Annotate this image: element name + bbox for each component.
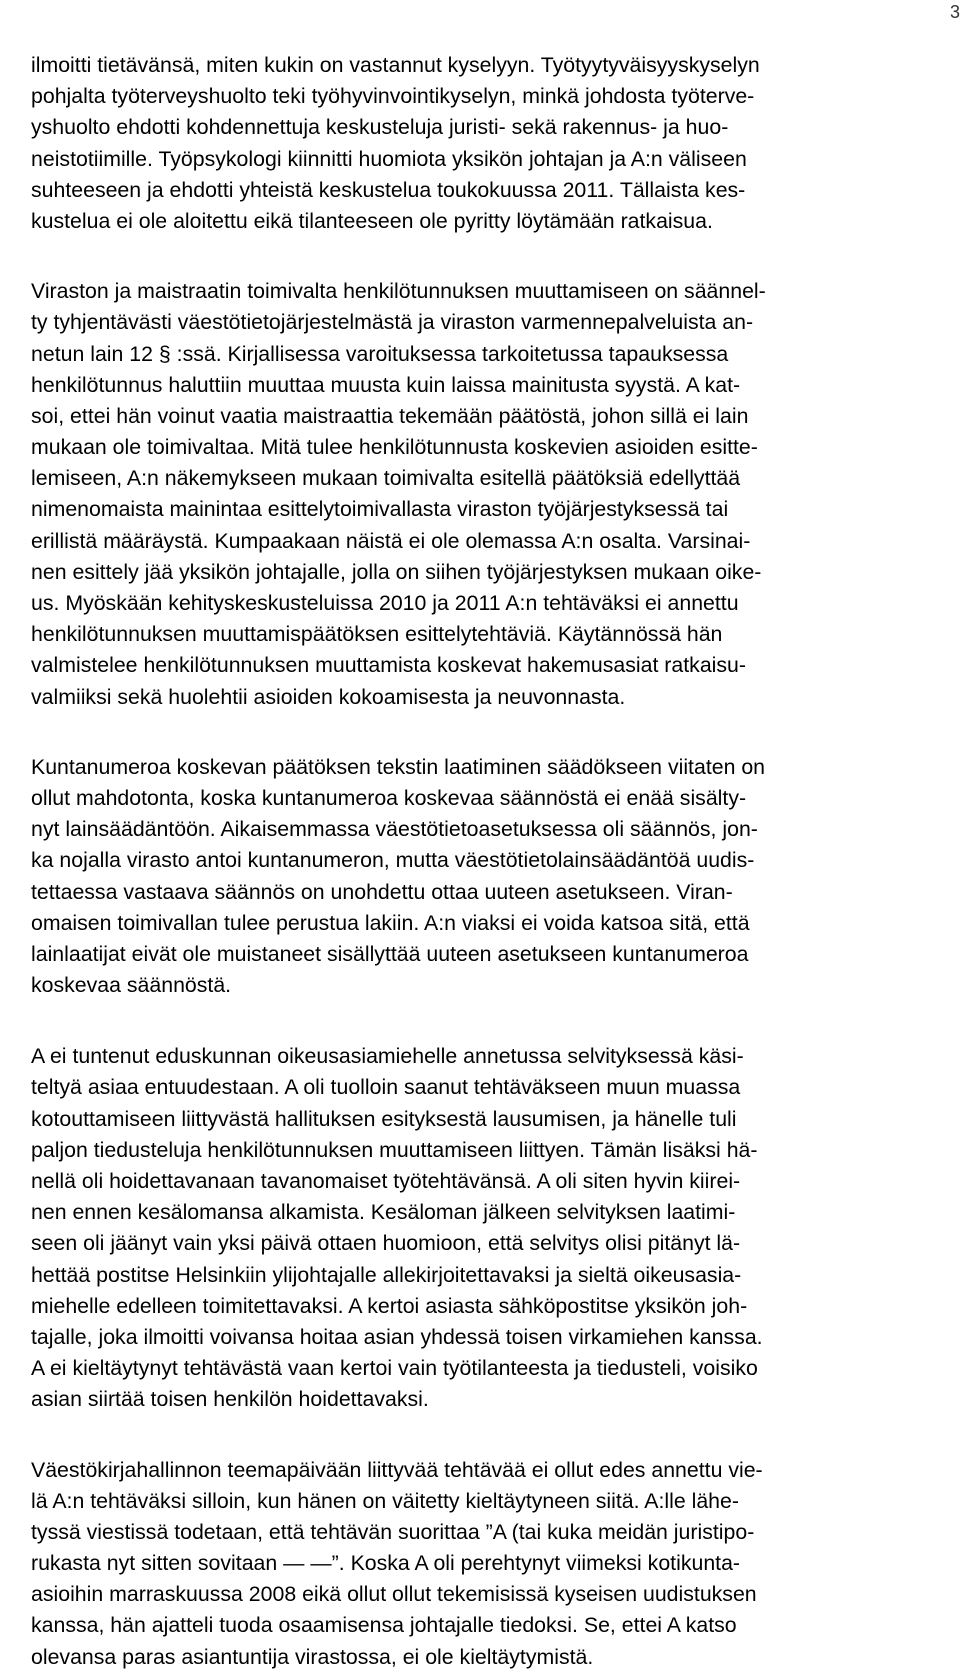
text-line: nimenomaista mainintaa esittelytoimivallasta viraston työjärjestyksessä tai [31, 497, 729, 522]
text-line: ollut mahdotonta, koska kuntanumeroa koskevaa säännöstä ei enää sisälty- [31, 785, 747, 810]
text-line: pohjalta työterveyshuolto teki työhyvinvointikyselyn, minkä johdosta työterve- [31, 84, 755, 109]
text-line: paljon tiedusteluja henkilötunnuksen muuttamiseen liittyen. Tämän lisäksi hä- [31, 1137, 758, 1162]
text-line: suhteeseen ja ehdotti yhteistä keskustelua toukokuussa 2011. Tällaista kes- [31, 177, 746, 202]
text-line: omaisen toimivallan tulee perustua lakiin. A:n viaksi ei voida katsoa sitä, että [31, 910, 750, 935]
text-line: Väestökirjahallinnon teemapäivään liittyvää tehtävää ei ollut edes annettu vie- [31, 1457, 763, 1482]
text-line: netun lain 12 § :ssä. Kirjallisessa varoituksessa tarkoitetussa tapauksessa [31, 341, 729, 366]
text-line: A ei tuntenut eduskunnan oikeusasiamiehelle annetussa selvityksessä käsi- [31, 1044, 744, 1069]
text-line: henkilötunnus haluttiin muuttaa muusta kuin laissa mainitusta syystä. A kat- [31, 372, 741, 397]
page-number: 3 [949, 2, 960, 22]
text-line: miehelle edelleen toimitettavaksi. A kertoi asiasta sähköpostitse yksikön joh- [31, 1293, 748, 1318]
text-line: olevansa paras asiantuntija virastossa, ei ole kieltäytymistä. [31, 1644, 594, 1669]
text-line: hettää postitse Helsinkiin ylijohtajalle allekirjoitettavaksi ja sieltä oikeusasia- [31, 1262, 742, 1287]
paragraph-spacer [31, 713, 936, 752]
paragraph-spacer [31, 1001, 936, 1041]
text-line: henkilötunnuksen muuttamispäätöksen esittelytehtäviä. Käytännössä hän [31, 622, 723, 647]
document-body [31, 50, 936, 1673]
text-line: asian siirtää toisen henkilön hoidettavaksi. [31, 1387, 429, 1412]
text-line: soi, ettei hän voinut vaatia maistraattia tekemään päätöstä, johon sillä ei lain [31, 403, 749, 428]
paragraph-spacer [31, 237, 936, 276]
text-line: Viraston ja maistraatin toimivalta henkilötunnuksen muuttamiseen on säännel- [31, 279, 766, 304]
text-line: nen esittely jää yksikön johtajalle, jolla on siihen työjärjestyksen mukaan oike- [31, 559, 762, 584]
text-line: us. Myöskään kehityskeskusteluissa 2010 ja 2011 A:n tehtäväksi ei annettu [31, 591, 739, 615]
text-line: lainlaatijat eivät ole muistaneet sisällyttää uuteen asetukseen kuntanumeroa [31, 941, 749, 966]
text-line: tajalle, joka ilmoitti voivansa hoitaa asian yhdessä toisen virkamiehen kanssa. [31, 1324, 763, 1349]
text-line: lemiseen, A:n näkemykseen mukaan toimivalta esitellä päätöksiä edellyttää [31, 466, 741, 491]
text-line: kotouttamiseen liittyvästä hallituksen esityksestä lausumisen, ja hänelle tuli [31, 1106, 737, 1131]
paragraph-4 [31, 1041, 936, 1415]
paragraph-5 [31, 1455, 936, 1673]
text-line: tettaessa vastaava säännös on unohdettu ottaa uuteen asetukseen. Viran- [31, 879, 733, 904]
paragraph-spacer [31, 1416, 936, 1455]
text-line: erillistä määräystä. Kumpaakaan näistä ei ole olemassa A:n osalta. Varsinai- [31, 528, 751, 553]
text-line: yshuolto ehdotti kohdennettuja keskusteluja juristi- sekä rakennus- ja huo- [31, 115, 729, 140]
text-line: neistotiimille. Työpsykologi kiinnitti huomiota yksikön johtajan ja A:n väliseen [31, 146, 747, 171]
text-line: nen ennen kesälomansa alkamista. Kesäloman jälkeen selvityksen laatimi- [31, 1200, 736, 1225]
text-line: koskevaa säännöstä. [31, 973, 232, 998]
paragraph-3 [31, 752, 936, 1002]
text-line: kanssa, hän ajatteli tuoda osaamisensa johtajalle tiedoksi. Se, ettei A katso [31, 1613, 737, 1638]
text-line: nyt lainsäädäntöön. Aikaisemmassa väestötietoasetuksessa oli säännös, jon- [31, 817, 758, 842]
text-line: rukasta nyt sitten sovitaan — —”. Koska A oli perehtynyt viimeksi kotikunta- [31, 1551, 741, 1576]
text-line: ka nojalla virasto antoi kuntanumeron, mutta väestötietolainsäädäntöä uudis- [31, 848, 755, 873]
text-line: kustelua ei ole aloitettu eikä tilanteeseen ole pyritty löytämään ratkaisua. [31, 208, 713, 233]
text-line: A ei kieltäytynyt tehtävästä vaan kertoi vain työtilanteesta ja tiedusteli, voisiko [31, 1356, 758, 1381]
text-line: nellä oli hoidettavanaan tavanomaiset työtehtävänsä. A oli siten hyvin kiirei- [31, 1169, 741, 1193]
text-line: mukaan ole toimivaltaa. Mitä tulee henkilötunnusta koskevien asioiden esitte- [31, 435, 758, 460]
paragraph-1 [31, 50, 936, 237]
text-line: tyssä viestissä todetaan, että tehtävän suorittaa ”A (tai kuka meidän juristipo- [31, 1519, 755, 1544]
text-line: ty tyhjentävästi väestötietojärjestelmästä ja viraston varmennepalveluista an- [31, 310, 754, 335]
text-line: teltyä asiaa entuudestaan. A oli tuolloin saanut tehtäväkseen muun muassa [31, 1075, 741, 1100]
text-line: valmiiksi sekä huolehtii asioiden kokoamisesta ja neuvonnasta. [31, 684, 626, 709]
text-line: ilmoitti tietävänsä, miten kukin on vastannut kyselyyn. Työtyytyväisyyskyselyn [31, 53, 760, 77]
text-line: Kuntanumeroa koskevan päätöksen tekstin laatiminen säädökseen viitaten on [31, 754, 766, 779]
text-line: seen oli jäänyt vain yksi päivä ottaen huomioon, että selvitys olisi pitänyt lä- [31, 1231, 741, 1256]
paragraph-2 [31, 276, 936, 713]
text-line: valmistelee henkilötunnuksen muuttamista koskevat hakemusasiat ratkaisu- [31, 653, 746, 678]
text-line: lä A:n tehtäväksi silloin, kun hänen on väitetty kieltäytyneen siitä. A:lle lähe- [31, 1488, 739, 1513]
text-line: asioihin marraskuussa 2008 eikä ollut ollut tekemisissä kyseisen uudistuksen [31, 1582, 757, 1607]
